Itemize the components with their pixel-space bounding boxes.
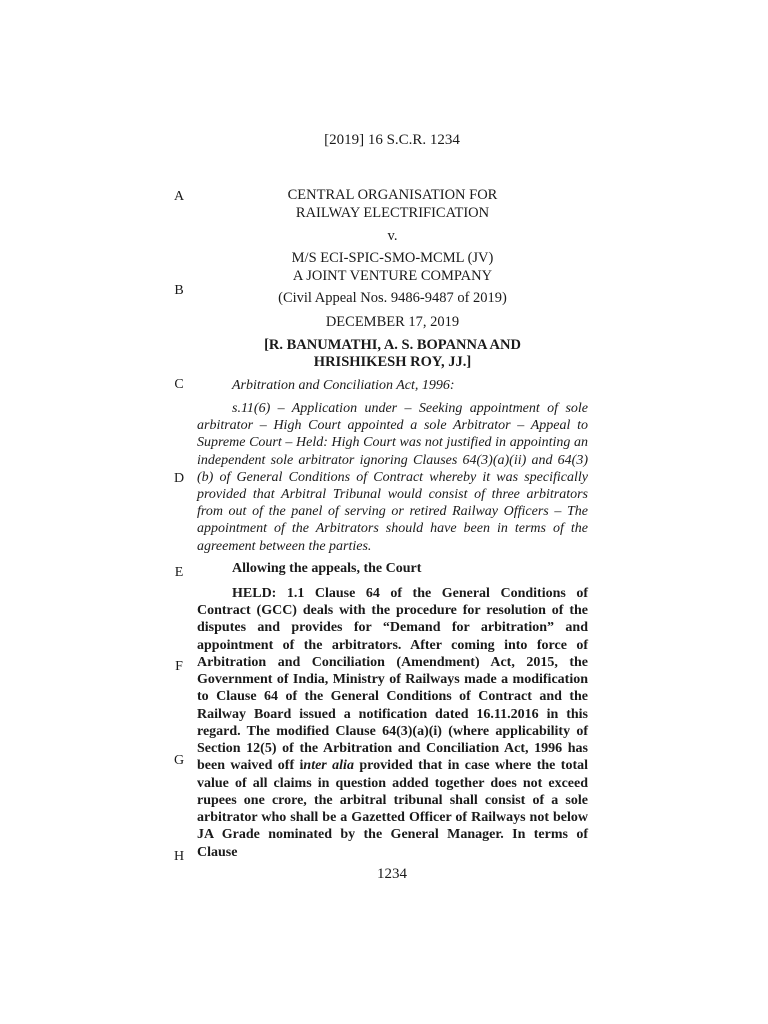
held-paragraph: [197, 585, 588, 861]
page-content: [197, 186, 588, 861]
margin-letter-g: G: [173, 753, 185, 768]
judges-line-1: [R. BANUMATHI, A. S. BOPANNA AND: [264, 337, 521, 353]
versus: v.: [387, 228, 398, 244]
allowing-line: Allowing the appeals, the Court: [232, 560, 422, 576]
appellant-line-2: RAILWAY ELECTRIFICATION: [295, 205, 490, 221]
appeal-numbers: (Civil Appeal Nos. 9486-9487 of 2019): [278, 290, 507, 306]
respondent-line-2: A JOINT VENTURE COMPANY: [292, 268, 493, 284]
held-text-italic: nter alia: [303, 758, 354, 774]
margin-letter-f: F: [175, 659, 183, 674]
margin-letter-a: A: [173, 189, 185, 204]
margin-letter-h: H: [173, 849, 185, 864]
margin-letter-b: B: [174, 283, 184, 298]
case-title: [197, 186, 588, 285]
margin-letter-c: C: [174, 377, 184, 392]
held-text-part-2: provided that in case where the total value of all claims in question added together does not exceed rupees one crore, the arbitral tribunal shall consist of a sole arbitrator who shall be a Gazetted Officer of Railways not below JA Grade nominated by the General Manager. In terms of Clause: [197, 758, 589, 860]
report-citation: [2019] 16 S.C.R. 1234: [324, 132, 460, 148]
margin-letter-d: D: [173, 471, 185, 486]
respondent-line-1: M/S ECI-SPIC-SMO-MCML (JV): [291, 250, 494, 266]
held-text-part-1: HELD: 1.1 Clause 64 of the General Conditions of Contract (GCC) deals with the procedure for resolution of the disputes and provides for “Demand for arbitration” and appointment of the arbitrators. After coming into force of Arbitration and Conciliation (Amendment) Act, 2015, the Government of India, Ministry of Railways made a modification to Clause 64 of the General Conditions of Contract and the Railway Board issued a notification dated 16.11.2016 in this regard. The modified Clause 64(3)(a)(i) (where applicability of Section 12(5) of the Arbitration and Conciliation Act, 1996 has been waived off i: [197, 585, 588, 774]
appellant-line-1: CENTRAL ORGANISATION FOR: [287, 187, 498, 203]
judges-line-2: HRISHIKESH ROY, JJ.]: [313, 354, 472, 370]
judgment-date: DECEMBER 17, 2019: [325, 314, 460, 330]
margin-letter-e: E: [174, 565, 184, 580]
headnote-summary: s.11(6) – Application under – Seeking appointment of sole arbitrator – High Court appointed a sole Arbitrator – Appeal to Supreme Court – Held: High Court was not justified in appointing an independent sole arbitrator ignoring Clauses 64(3)(a)(ii) and 64(3)(b) of General Conditions of Contract whereby it was specifically provided that Arbitral Tribunal would consist of three arbitrators from out of the panel of serving or retired Railway Officers – The appointment of the Arbitrators should have been in terms of the agreement between the parties.: [197, 401, 588, 554]
bench-judges: [197, 337, 588, 371]
act-heading: Arbitration and Conciliation Act, 1996:: [232, 378, 455, 393]
page-number: 1234: [377, 866, 407, 882]
